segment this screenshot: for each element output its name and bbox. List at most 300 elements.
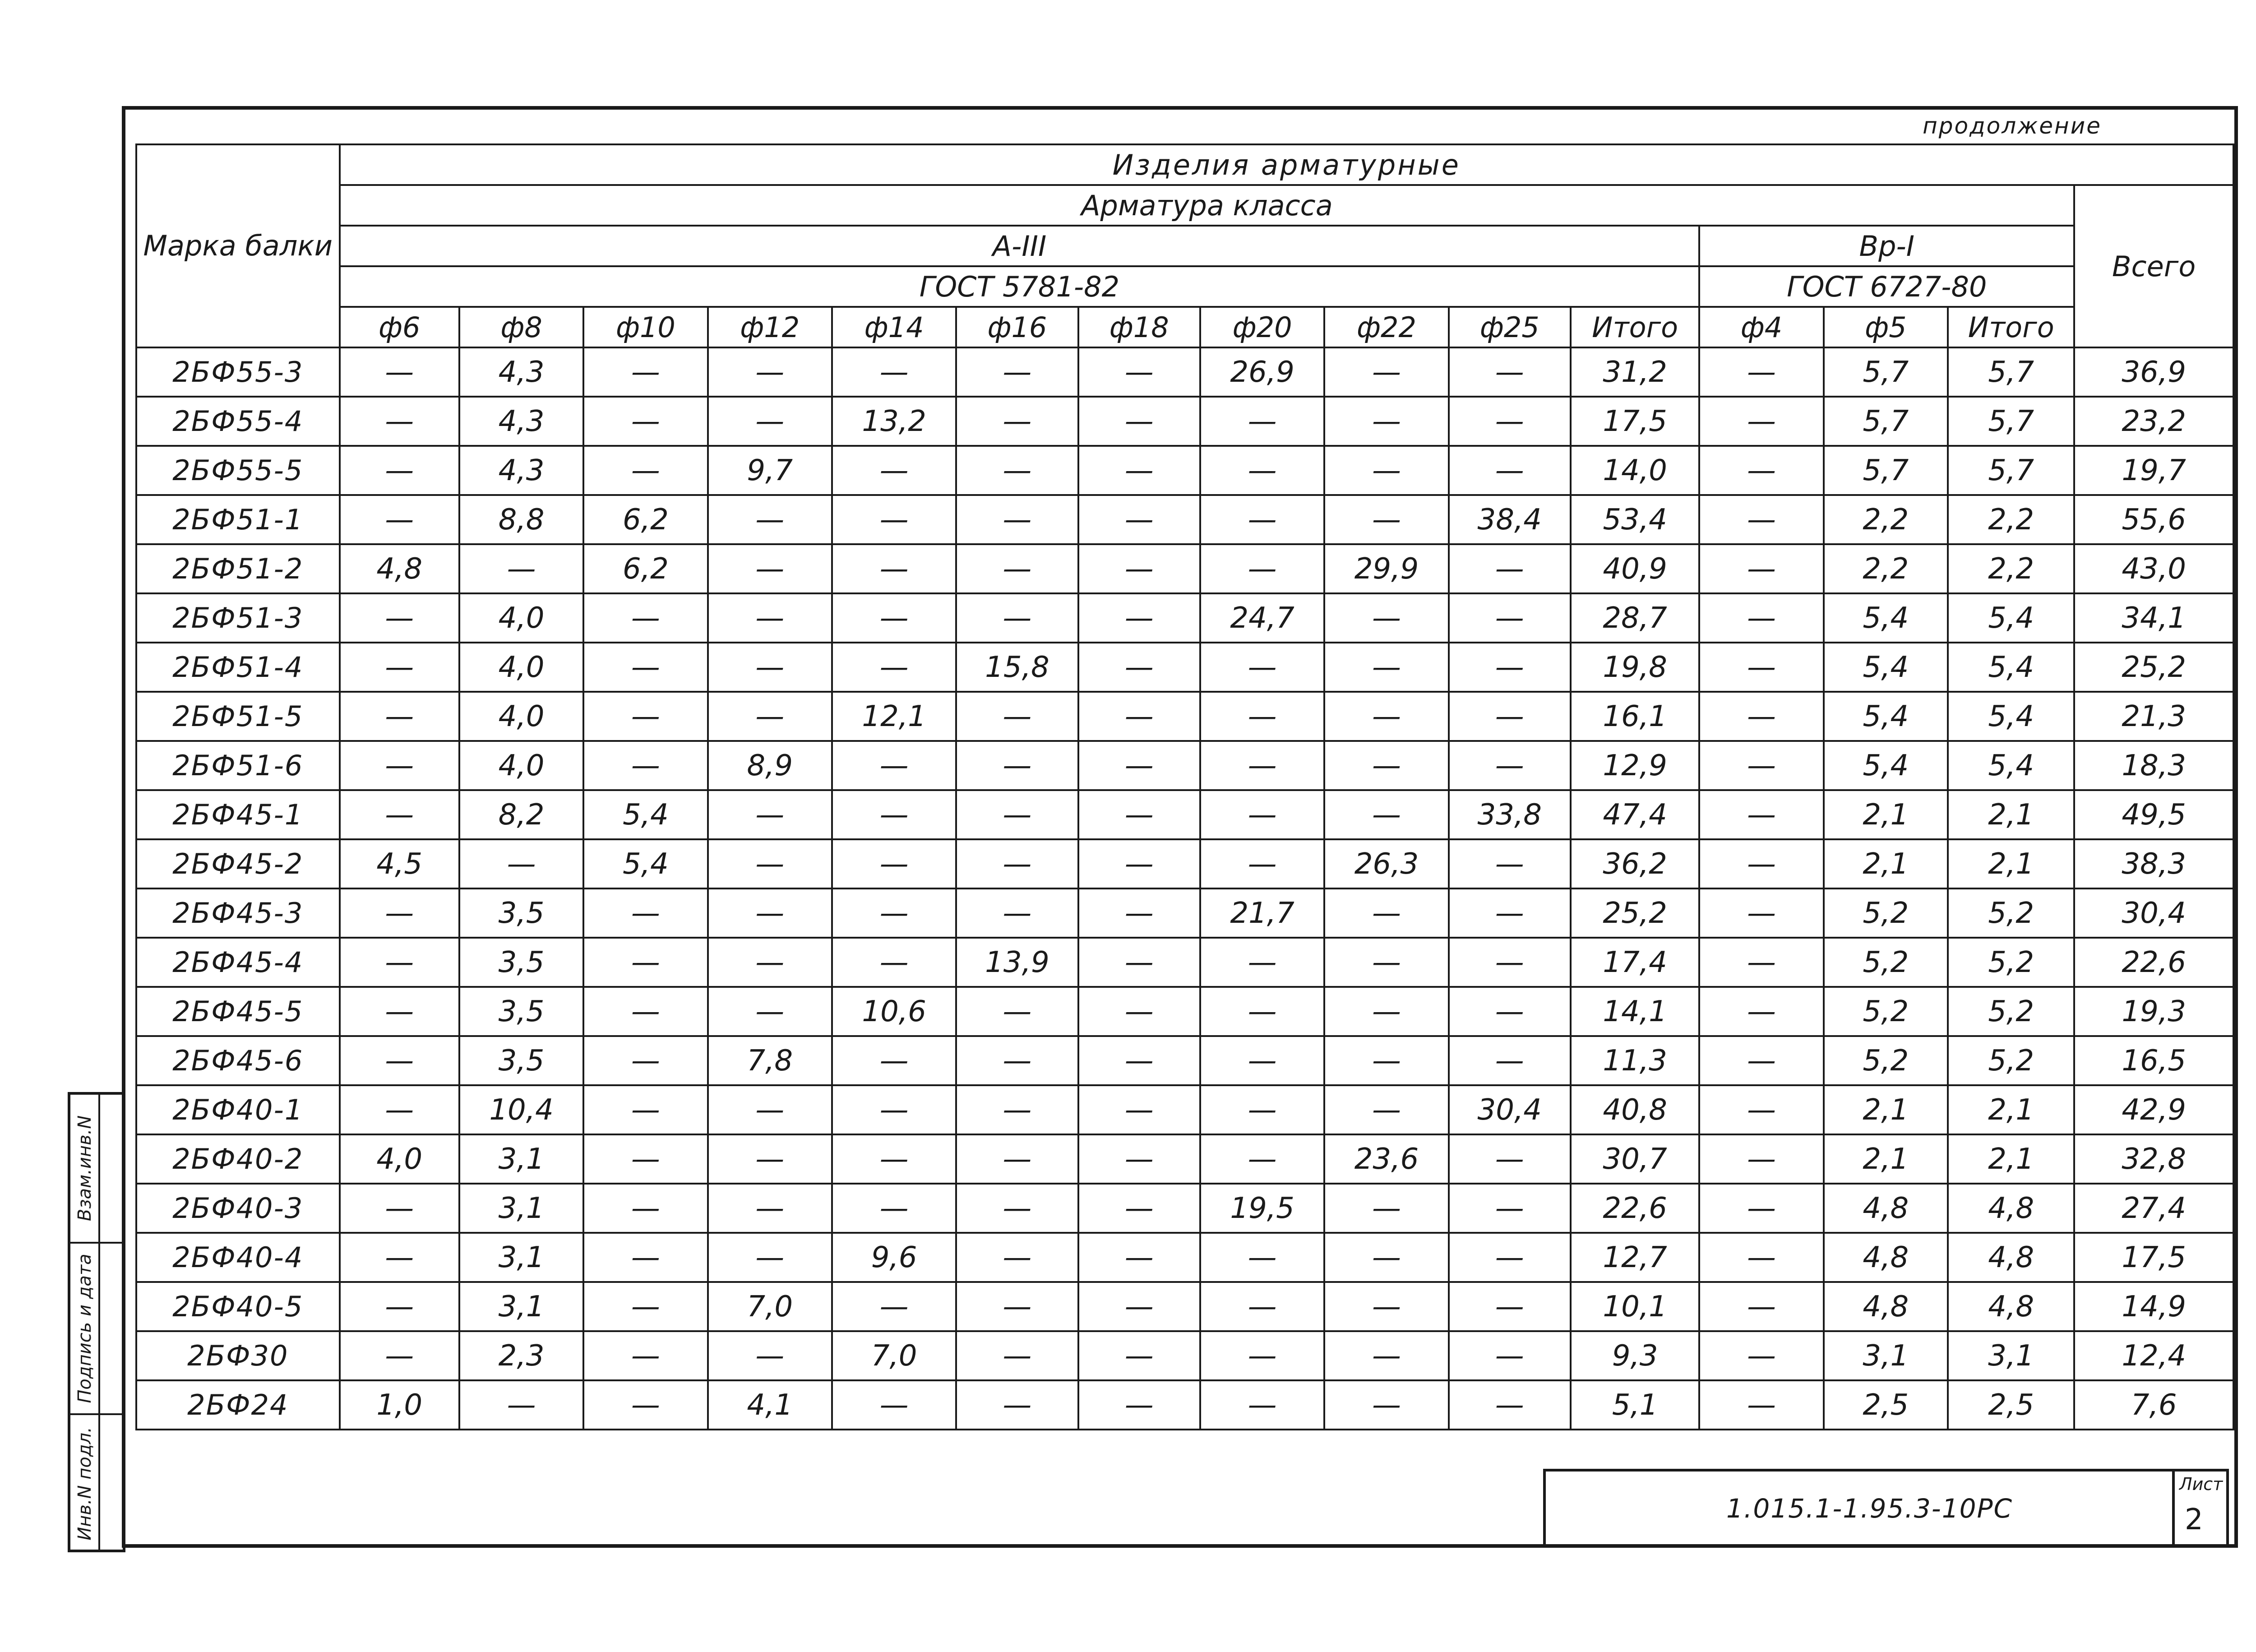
value-cell: — [583,1036,707,1085]
value-cell: 4,8 [1948,1233,2074,1282]
value-cell: 12,9 [1571,741,1699,790]
beam-mark-cell: 2БФ40-2 [136,1134,340,1184]
group1-gost: ГОСТ 5781-82 [340,266,1700,307]
value-cell: 5,2 [1948,1036,2074,1085]
value-cell: 27,4 [2074,1184,2233,1233]
column-header: ф20 [1200,307,1324,347]
value-cell: — [1078,741,1200,790]
value-cell: — [1699,938,1823,987]
beam-mark-cell: 2БФ40-4 [136,1233,340,1282]
value-cell: — [1200,643,1324,692]
value-cell: 5,2 [1948,987,2074,1036]
value-cell: 25,2 [1571,888,1699,938]
value-cell: — [708,987,832,1036]
sheet-number: 2 [2185,1503,2203,1536]
value-cell: — [1324,790,1448,839]
value-cell: 15,8 [956,643,1078,692]
value-cell: — [832,1184,956,1233]
value-cell: 4,3 [459,397,583,446]
value-cell: — [956,692,1078,741]
value-cell: — [956,1380,1078,1430]
table-row [136,1380,2233,1430]
table-row [136,692,2233,741]
value-cell: 10,6 [832,987,956,1036]
value-cell: 30,7 [1571,1134,1699,1184]
value-cell: 2,1 [1824,839,1948,888]
value-cell: 5,4 [1824,593,1948,643]
value-cell: 21,7 [1200,888,1324,938]
value-cell: — [1200,987,1324,1036]
value-cell: 33,8 [1449,790,1571,839]
value-cell: — [956,593,1078,643]
value-cell: — [1078,1331,1200,1380]
value-cell: 4,1 [708,1380,832,1430]
beam-mark-cell: 2БФ40-5 [136,1282,340,1331]
value-cell: 19,8 [1571,643,1699,692]
value-cell: — [1699,1331,1823,1380]
column-header: ф4 [1699,307,1823,347]
value-cell: 5,4 [1824,643,1948,692]
value-cell: 29,9 [1324,544,1448,593]
value-cell: — [1200,692,1324,741]
value-cell: — [1699,1233,1823,1282]
value-cell: — [1324,397,1448,446]
value-cell: — [1324,495,1448,544]
table-row [136,790,2233,839]
table-row [136,938,2233,987]
value-cell: 5,7 [1948,397,2074,446]
value-cell: — [583,1134,707,1184]
value-cell: 17,5 [2074,1233,2233,1282]
value-cell: — [340,888,459,938]
beam-mark-cell: 2БФ55-3 [136,347,340,397]
value-cell: — [708,347,832,397]
value-cell: 5,7 [1824,347,1948,397]
value-cell: — [340,1282,459,1331]
value-cell: 3,1 [459,1134,583,1184]
value-cell: 2,2 [1948,495,2074,544]
value-cell: — [1449,692,1571,741]
value-cell: — [583,593,707,643]
column-header: ф22 [1324,307,1448,347]
value-cell: — [1200,741,1324,790]
value-cell: — [956,888,1078,938]
value-cell: — [1699,839,1823,888]
beam-mark-cell: 2БФ40-3 [136,1184,340,1233]
table-row [136,741,2233,790]
value-cell: — [956,987,1078,1036]
value-cell: 2,2 [1824,495,1948,544]
value-cell: — [708,692,832,741]
value-cell: — [956,839,1078,888]
value-cell: 5,2 [1824,1036,1948,1085]
value-cell: 6,2 [583,495,707,544]
value-cell: — [1324,446,1448,495]
value-cell: — [583,1380,707,1430]
value-cell: — [1078,495,1200,544]
value-cell: — [1200,1036,1324,1085]
value-cell: — [340,347,459,397]
value-cell: 55,6 [2074,495,2233,544]
value-cell: 38,3 [2074,839,2233,888]
value-cell: — [1200,446,1324,495]
beam-mark-cell: 2БФ51-1 [136,495,340,544]
value-cell: — [1078,1036,1200,1085]
beam-mark-cell: 2БФ51-6 [136,741,340,790]
table-row [136,446,2233,495]
value-cell: — [832,790,956,839]
value-cell: 9,6 [832,1233,956,1282]
value-cell: — [1324,643,1448,692]
value-cell: 2,1 [1948,790,2074,839]
class-header: Арматура класса [340,185,2075,226]
value-cell: — [583,397,707,446]
value-cell: — [708,839,832,888]
value-cell: — [340,495,459,544]
value-cell: — [1699,888,1823,938]
beam-mark-cell: 2БФ45-1 [136,790,340,839]
value-cell: — [832,446,956,495]
table-row [136,1233,2233,1282]
value-cell: — [583,1282,707,1331]
value-cell: — [1078,1380,1200,1430]
value-cell: 4,3 [459,347,583,397]
value-cell: 5,7 [1824,397,1948,446]
value-cell: — [1699,347,1823,397]
value-cell: — [1324,1085,1448,1134]
value-cell: — [583,938,707,987]
value-cell: 8,2 [459,790,583,839]
beam-mark-cell: 2БФ51-2 [136,544,340,593]
value-cell: — [956,1184,1078,1233]
value-cell: — [1449,397,1571,446]
value-cell: 17,4 [1571,938,1699,987]
value-cell: 30,4 [2074,888,2233,938]
value-cell: 36,9 [2074,347,2233,397]
value-cell: — [340,1331,459,1380]
value-cell: — [1699,1184,1823,1233]
value-cell: — [340,1233,459,1282]
value-cell: — [708,397,832,446]
reinforcement-table [135,143,2234,1430]
value-cell: 18,3 [2074,741,2233,790]
value-cell: — [1449,741,1571,790]
value-cell: — [832,1085,956,1134]
value-cell: — [1200,1134,1324,1184]
value-cell: — [1200,495,1324,544]
column-header: ф12 [708,307,832,347]
value-cell: — [340,938,459,987]
value-cell: — [1324,938,1448,987]
value-cell: — [832,888,956,938]
value-cell: — [1699,790,1823,839]
beam-mark-cell: 2БФ30 [136,1331,340,1380]
table-row [136,1036,2233,1085]
value-cell: 3,1 [459,1233,583,1282]
value-cell: — [1449,938,1571,987]
beam-mark-cell: 2БФ51-3 [136,593,340,643]
sheet-cell [2172,1472,2226,1545]
value-cell: — [1200,544,1324,593]
value-cell: — [340,790,459,839]
value-cell: — [1699,741,1823,790]
value-cell: 4,0 [459,741,583,790]
value-cell: 26,3 [1324,839,1448,888]
value-cell: — [708,790,832,839]
value-cell: — [1078,1134,1200,1184]
value-cell: — [340,397,459,446]
value-cell: — [708,593,832,643]
column-header: ф16 [956,307,1078,347]
value-cell: — [459,839,583,888]
value-cell: — [340,446,459,495]
value-cell: — [1324,888,1448,938]
value-cell: — [956,741,1078,790]
column-header: ф14 [832,307,956,347]
table-row [136,495,2233,544]
value-cell: — [1449,1184,1571,1233]
value-cell: — [1200,397,1324,446]
value-cell: 13,9 [956,938,1078,987]
value-cell: — [956,1331,1078,1380]
value-cell: — [583,692,707,741]
value-cell: — [340,1036,459,1085]
value-cell: — [832,544,956,593]
value-cell: — [1449,1036,1571,1085]
table-row [136,839,2233,888]
value-cell: — [340,741,459,790]
beam-mark-cell: 2БФ45-3 [136,888,340,938]
value-cell: — [1699,397,1823,446]
value-cell: — [1200,1380,1324,1430]
value-cell: 9,3 [1571,1331,1699,1380]
value-cell: — [1200,938,1324,987]
value-cell: 5,2 [1948,938,2074,987]
value-cell: — [1200,1282,1324,1331]
value-cell: — [1699,544,1823,593]
value-cell: 6,2 [583,544,707,593]
value-cell: 5,4 [1824,692,1948,741]
title-block [1543,1469,2229,1548]
value-cell: 5,4 [583,790,707,839]
value-cell: — [1078,839,1200,888]
value-cell: — [832,593,956,643]
value-cell: 2,2 [1824,544,1948,593]
value-cell: 25,2 [2074,643,2233,692]
value-cell: — [1449,544,1571,593]
value-cell: 24,7 [1200,593,1324,643]
value-cell: 4,3 [459,446,583,495]
value-cell: 5,4 [1948,692,2074,741]
value-cell: — [956,347,1078,397]
value-cell: — [1699,1134,1823,1184]
value-cell: 16,5 [2074,1036,2233,1085]
value-cell: 2,3 [459,1331,583,1380]
beam-mark-cell: 2БФ40-1 [136,1085,340,1134]
beam-mark-cell: 2БФ51-4 [136,643,340,692]
value-cell: 3,5 [459,987,583,1036]
value-cell: 5,4 [583,839,707,888]
total-header: Всего [2074,185,2233,347]
beam-mark-cell: 2БФ24 [136,1380,340,1430]
value-cell: — [1324,1380,1448,1430]
value-cell: 30,4 [1449,1085,1571,1134]
value-cell: — [1078,593,1200,643]
value-cell: 53,4 [1571,495,1699,544]
value-cell: — [708,1184,832,1233]
value-cell: 2,1 [1824,790,1948,839]
table-row [136,1184,2233,1233]
column-header: ф25 [1449,307,1571,347]
value-cell: — [832,741,956,790]
value-cell: 40,9 [1571,544,1699,593]
value-cell: — [1078,1085,1200,1134]
value-cell: 7,6 [2074,1380,2233,1430]
stamp-signature-date: Подпись и дата [74,1254,95,1403]
group1-class: А-III [340,226,1700,266]
value-cell: 2,2 [1948,544,2074,593]
value-cell: — [1200,790,1324,839]
table-row [136,1085,2233,1134]
value-cell: — [340,593,459,643]
products-header: Изделия арматурные [340,144,2233,185]
value-cell: 3,1 [1948,1331,2074,1380]
value-cell: 3,1 [459,1282,583,1331]
value-cell: — [708,495,832,544]
value-cell: — [583,1331,707,1380]
value-cell: 4,5 [340,839,459,888]
value-cell: — [583,1184,707,1233]
column-header: ф5 [1824,307,1948,347]
value-cell: 28,7 [1571,593,1699,643]
value-cell: — [1699,987,1823,1036]
value-cell: — [1324,1233,1448,1282]
value-cell: — [1699,495,1823,544]
value-cell: 3,5 [459,888,583,938]
value-cell: — [1699,446,1823,495]
value-cell: — [1078,544,1200,593]
value-cell: 5,7 [1824,446,1948,495]
value-cell: — [832,1134,956,1184]
value-cell: — [1078,1184,1200,1233]
value-cell: 38,4 [1449,495,1571,544]
value-cell: — [1324,1184,1448,1233]
value-cell: — [340,692,459,741]
value-cell: 4,8 [1948,1184,2074,1233]
value-cell: 17,5 [1571,397,1699,446]
value-cell: 7,0 [708,1282,832,1331]
value-cell: — [1200,839,1324,888]
value-cell: 31,2 [1571,347,1699,397]
value-cell: — [708,888,832,938]
value-cell: 2,1 [1824,1134,1948,1184]
value-cell: — [832,839,956,888]
value-cell: 36,2 [1571,839,1699,888]
value-cell: 16,1 [1571,692,1699,741]
value-cell: — [1324,1282,1448,1331]
value-cell: 7,8 [708,1036,832,1085]
value-cell: — [956,495,1078,544]
beam-mark-cell: 2БФ45-2 [136,839,340,888]
value-cell: — [956,1282,1078,1331]
value-cell: — [583,987,707,1036]
value-cell: 4,8 [1824,1233,1948,1282]
value-cell: — [956,1085,1078,1134]
value-cell: — [832,643,956,692]
value-cell: 26,9 [1200,347,1324,397]
value-cell: — [1078,692,1200,741]
value-cell: — [708,1134,832,1184]
value-cell: 32,8 [2074,1134,2233,1184]
value-cell: — [1449,347,1571,397]
value-cell: — [1449,1380,1571,1430]
value-cell: — [1324,347,1448,397]
table-row [136,1331,2233,1380]
value-cell: 1,0 [340,1380,459,1430]
value-cell: 14,0 [1571,446,1699,495]
value-cell: 19,7 [2074,446,2233,495]
value-cell: 5,4 [1948,593,2074,643]
value-cell: 22,6 [2074,938,2233,987]
value-cell: 42,9 [2074,1085,2233,1134]
value-cell: — [583,446,707,495]
value-cell: — [1078,987,1200,1036]
value-cell: 10,4 [459,1085,583,1134]
value-cell: 21,3 [2074,692,2233,741]
value-cell: — [1699,1036,1823,1085]
value-cell: — [1449,643,1571,692]
value-cell: — [1449,839,1571,888]
value-cell: 4,0 [459,643,583,692]
document-number: 1.015.1-1.95.3-10РС [1726,1493,2013,1524]
value-cell: — [832,938,956,987]
value-cell: — [956,544,1078,593]
value-cell: 47,4 [1571,790,1699,839]
value-cell: 3,1 [1824,1331,1948,1380]
value-cell: 3,5 [459,938,583,987]
value-cell: 2,1 [1824,1085,1948,1134]
value-cell: 4,8 [1824,1282,1948,1331]
value-cell: 4,0 [340,1134,459,1184]
value-cell: — [1449,1134,1571,1184]
value-cell: — [1324,741,1448,790]
value-cell: — [1699,1085,1823,1134]
stamp-replacement-inv: Взам.инв.N [74,1115,95,1222]
value-cell: — [583,1233,707,1282]
value-cell: 5,4 [1948,643,2074,692]
value-cell: 5,2 [1824,938,1948,987]
value-cell: 2,1 [1948,1085,2074,1134]
value-cell: — [708,544,832,593]
value-cell: — [708,643,832,692]
value-cell: 5,7 [1948,446,2074,495]
value-cell: 3,5 [459,1036,583,1085]
value-cell: 5,4 [1948,741,2074,790]
value-cell: 5,2 [1948,888,2074,938]
value-cell: — [1200,1085,1324,1134]
continuation-note: продолжение [1923,113,2102,139]
value-cell: — [708,1331,832,1380]
value-cell: 9,7 [708,446,832,495]
value-cell: — [1449,593,1571,643]
value-cell: — [583,1085,707,1134]
value-cell: — [956,1036,1078,1085]
value-cell: — [1200,1233,1324,1282]
value-cell: — [1324,1036,1448,1085]
value-cell: — [956,446,1078,495]
beam-mark-cell: 2БФ51-5 [136,692,340,741]
value-cell: 8,9 [708,741,832,790]
